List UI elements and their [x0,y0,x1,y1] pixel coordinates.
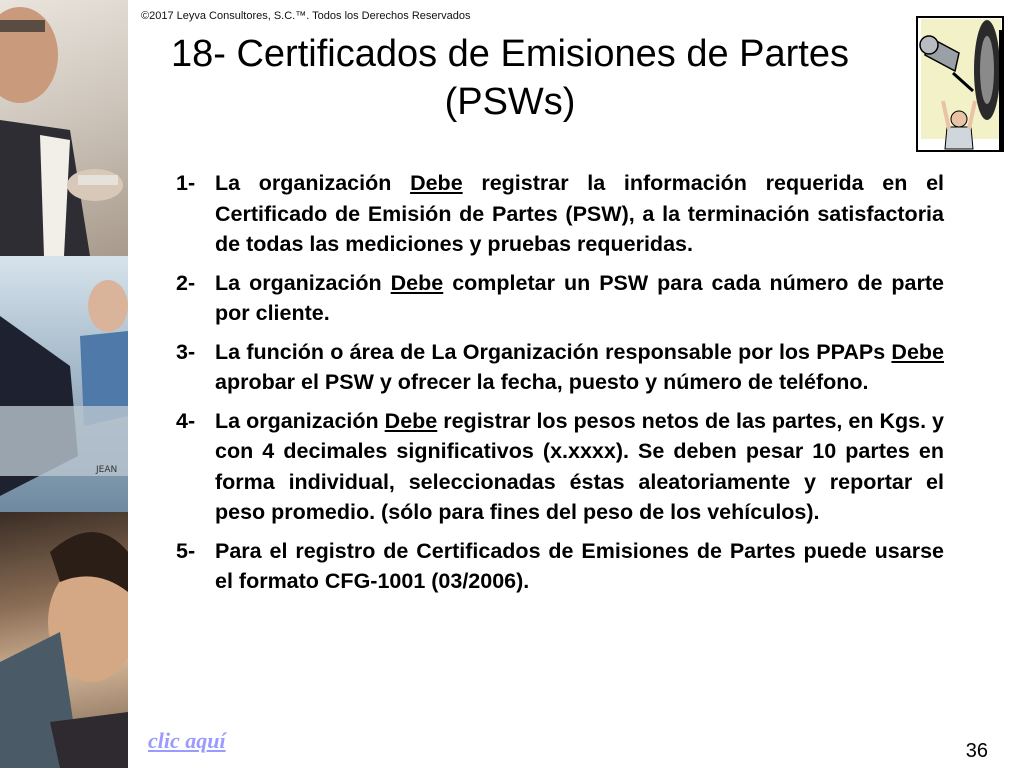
debe-emphasis: Debe [891,339,944,364]
item-text-end: registrar la información requerida en el Certificado de Emisión de Partes (PSW), a la terminación satisfactoria de todas las mediciones y pruebas requeridas. [215,171,945,256]
item-number: 1- [176,171,196,195]
item-text-end: registrar los pesos netos de las partes, en Kgs. y con 4 decimales significativos (x.xxxx). Se deben pesar 10 partes en forma individual, seleccionadas éstas aleatoriamente y reportar el peso promedio. (sólo para fines del peso de los vehículos). [215,408,945,524]
item-number: 4- [176,408,196,433]
list-item [176,168,944,260]
item-text [215,406,944,528]
item-number: 2- [176,270,196,295]
item-text-start: La organización [215,171,411,195]
item-number: 5- [176,538,196,563]
business-people-photo-strip [0,0,128,768]
item-text [215,168,944,260]
item-text-end: completar un PSW para cada número de parte por cliente. [215,270,944,325]
item-text-end: aprobar el PSW y ofrecer la fecha, puesto y número de teléfono. [215,370,869,394]
list-item [176,268,944,329]
debe-emphasis: Debe [384,408,438,433]
item-text [215,536,944,597]
mechanic-lifting-tire-clipart [915,15,1005,153]
item-text-start: La organización [215,270,391,295]
photo-man-with-phone [0,0,128,256]
item-text-start: La organización [215,408,385,433]
slide-title: 18- Certificados de Emisiones de Partes (PSWs) [171,33,849,123]
clic-aqui-link[interactable]: clic aquí [148,728,226,753]
item-number: 3- [176,339,196,364]
photo-man-portrait [0,512,128,768]
list-item [176,536,944,597]
copyright-notice: ©2017 Leyva Consultores, S.C.™. Todos los Derechos Reservados [141,10,471,22]
requirements-list [176,168,944,597]
photo-woman-laptop [0,256,128,512]
item-text-start: La función o área de La Organización responsable por los PPAPs [215,339,892,364]
item-text [215,337,944,398]
item-text-start: Para el registro de Certificados de Emisiones de Partes puede usarse el formato CFG-1001 (03/2006). [215,538,944,593]
item-text [215,268,944,329]
list-item [176,406,944,528]
debe-emphasis: Debe [390,270,444,295]
svg-text:JEAN: JEAN [96,465,118,475]
list-item [176,337,944,398]
page-number: 36 [965,740,988,762]
debe-emphasis: Debe [410,171,463,195]
